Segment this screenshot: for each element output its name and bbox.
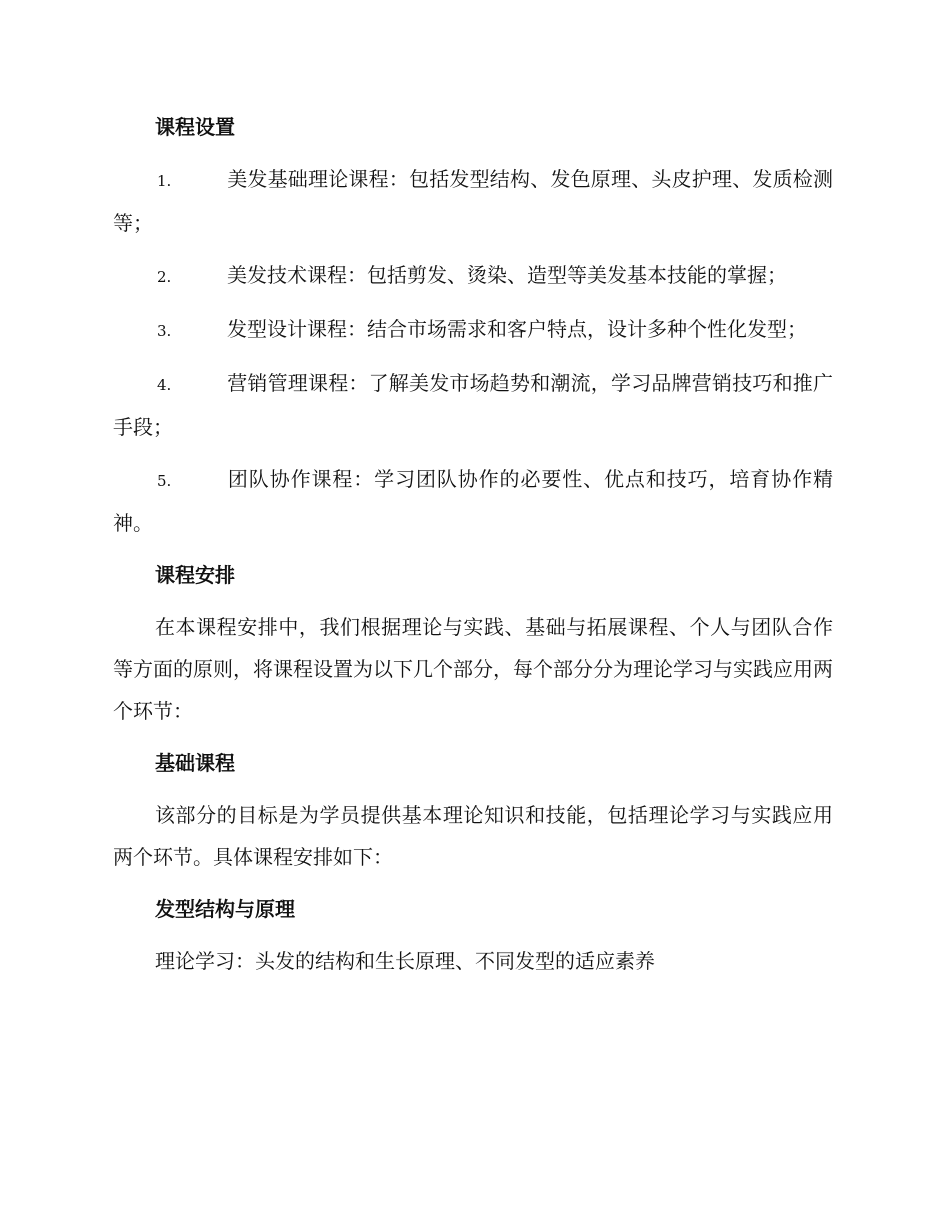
paragraph-course-arrangement: 在本课程安排中，我们根据理论与实践、基础与拓展课程、个人与团队合作等方面的原则，将课程设置为以下几个部分，每个部分分为理论学习与实践应用两个环节：	[113, 615, 833, 723]
list-item	[113, 254, 833, 298]
list-number: 5.	[157, 472, 172, 490]
list-number: 3.	[157, 322, 172, 340]
list-item	[113, 362, 833, 448]
list-item	[113, 308, 833, 352]
list-text: 营销管理课程：了解美发市场趋势和潮流，学习品牌营销技巧和推广手段；	[113, 371, 833, 439]
document-body	[113, 106, 833, 992]
heading-basic-course: 基础课程	[155, 751, 235, 775]
list-text: 团队协作课程：学习团队协作的必要性、优点和技巧，培育协作精神。	[113, 467, 833, 535]
list-number: 1.	[157, 172, 172, 190]
heading-course-setup: 课程设置	[155, 115, 235, 139]
list-item	[113, 158, 833, 244]
heading-course-arrangement: 课程安排	[155, 563, 235, 587]
list-number: 4.	[157, 376, 172, 394]
list-text: 美发基础理论课程：包括发型结构、发色原理、头皮护理、发质检测等；	[113, 167, 833, 235]
paragraph-hair-structure: 理论学习：头发的结构和生长原理、不同发型的适应素养	[155, 949, 655, 973]
list-item	[113, 458, 833, 544]
list-number: 2.	[157, 268, 172, 286]
list-text: 发型设计课程：结合市场需求和客户特点，设计多种个性化发型；	[227, 317, 807, 341]
paragraph-basic-course: 该部分的目标是为学员提供基本理论知识和技能，包括理论学习与实践应用两个环节。具体课程安排如下：	[113, 803, 833, 869]
heading-hair-structure: 发型结构与原理	[155, 897, 295, 921]
list-text: 美发技术课程：包括剪发、烫染、造型等美发基本技能的掌握；	[227, 263, 787, 287]
